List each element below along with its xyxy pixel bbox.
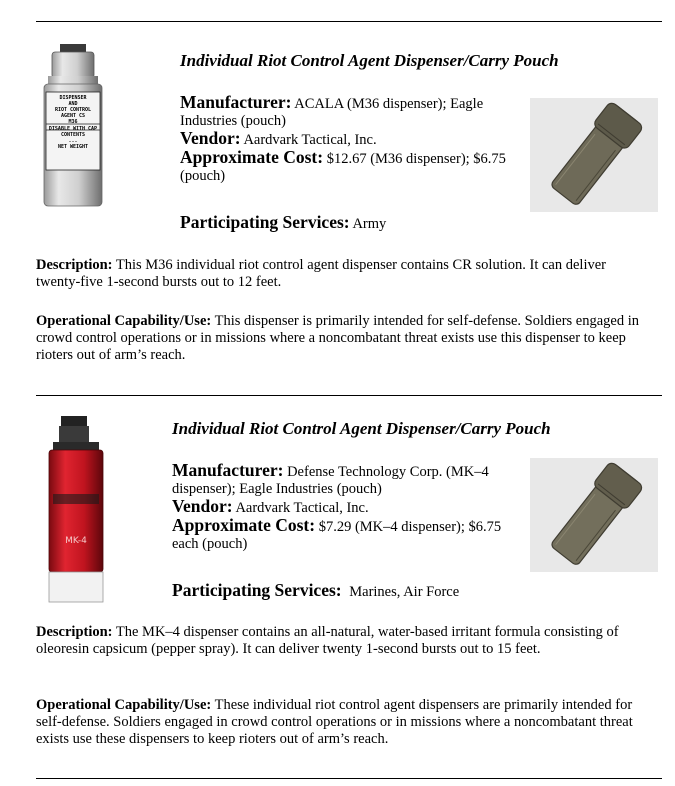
top-rule bbox=[36, 21, 662, 22]
vendor-value: Aardvark Tactical, Inc. bbox=[235, 500, 369, 516]
services-line bbox=[172, 580, 459, 601]
m36-label-line: DISPENSER bbox=[59, 95, 87, 101]
bottom-rule bbox=[36, 778, 662, 779]
cost-value: $7.29 (MK–4 dispenser); $6.75 each (pouch) bbox=[172, 519, 502, 552]
description-label: Description: bbox=[36, 624, 113, 640]
services-label: Participating Services: bbox=[180, 212, 350, 232]
carry-pouch-image bbox=[530, 458, 658, 572]
description-paragraph bbox=[36, 257, 651, 291]
capability-paragraph bbox=[36, 697, 651, 748]
mk4-label-text: MK-4 bbox=[65, 536, 87, 546]
entry-title: Individual Riot Control Agent Dispenser/Carry Pouch bbox=[172, 419, 551, 438]
m36-label-line: AGENT CS bbox=[60, 113, 86, 119]
vendor-label: Vendor: bbox=[180, 128, 241, 148]
manufacturer-line bbox=[180, 94, 510, 130]
capability-label: Operational Capability/Use: bbox=[36, 313, 212, 329]
entry-title: Individual Riot Control Agent Dispenser/Carry Pouch bbox=[180, 51, 559, 70]
capability-paragraph bbox=[36, 313, 651, 364]
capability-label: Operational Capability/Use: bbox=[36, 697, 212, 713]
carry-pouch-image bbox=[530, 98, 658, 212]
m36-label-line: M36 bbox=[68, 119, 78, 125]
manufacturer-value: Defense Technology Corp. (MK–4 dispenser); Eagle Industries (pouch) bbox=[172, 464, 489, 497]
cost-value: $12.67 (M36 dispenser); $6.75 (pouch) bbox=[180, 151, 506, 184]
services-line bbox=[180, 212, 386, 233]
cost-line bbox=[172, 517, 522, 553]
cost-label: Approximate Cost: bbox=[172, 515, 316, 535]
description-paragraph bbox=[36, 624, 651, 658]
entry-details bbox=[180, 94, 510, 185]
services-value: Army bbox=[352, 216, 387, 232]
divider-rule bbox=[36, 395, 662, 396]
services-value: Marines, Air Force bbox=[349, 584, 460, 600]
description-text: This M36 individual riot control agent dispenser contains CR solution. It can deliver twenty-five 1-second bursts out to 12 feet. bbox=[36, 257, 606, 290]
services-label: Participating Services: bbox=[172, 580, 342, 600]
manufacturer-label: Manufacturer: bbox=[172, 460, 284, 480]
mk4-dispenser-image bbox=[45, 414, 107, 604]
m36-label-line: NET WEIGHT bbox=[57, 144, 89, 150]
m36-label-line: DISABLE WITH CAP bbox=[48, 126, 98, 132]
m36-label-line: ... bbox=[68, 138, 78, 144]
manufacturer-label: Manufacturer: bbox=[180, 92, 292, 112]
vendor-label: Vendor: bbox=[172, 496, 233, 516]
m36-label-line: RIOT CONTROL bbox=[54, 107, 92, 113]
description-text: The MK–4 dispenser contains an all-natural, water-based irritant formula consisting of oleoresin capsicum (pepper spray). It can deliver twenty 1-second bursts out to 15 feet. bbox=[36, 624, 619, 657]
m36-label-text bbox=[46, 95, 100, 150]
capability-text: This dispenser is primarily intended for self-defense. Soldiers engaged in crowd control operations or in missions where a noncombatant threat exists use this dispenser to keep rioters out of arm’s reach. bbox=[36, 313, 640, 363]
entry-details bbox=[172, 462, 522, 553]
m36-label-line: CONTENTS bbox=[60, 132, 86, 138]
cost-label: Approximate Cost: bbox=[180, 147, 324, 167]
vendor-value: Aardvark Tactical, Inc. bbox=[243, 132, 377, 148]
manufacturer-value: ACALA (M36 dispenser); Eagle Industries (pouch) bbox=[180, 96, 484, 129]
cost-line bbox=[180, 149, 510, 185]
capability-text: These individual riot control agent dispensers are primarily intended for self-defense. Soldiers engaged in crowd control operations or in missions where a noncombatant threat exists use these dispensers to keep rioters out of arm’s reach. bbox=[36, 697, 633, 747]
manufacturer-line bbox=[172, 462, 522, 498]
m36-label-line: AND bbox=[68, 101, 78, 107]
description-label: Description: bbox=[36, 257, 113, 273]
